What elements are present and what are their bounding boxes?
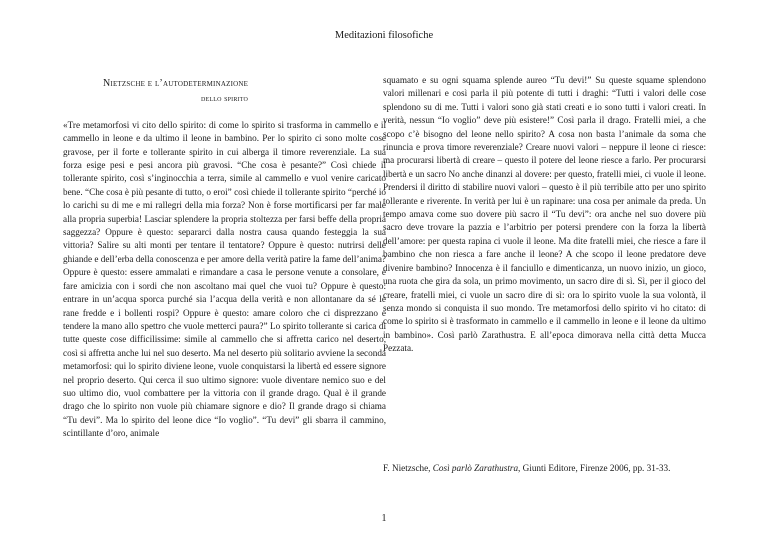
citation-author: F. Nietzsche, xyxy=(383,463,433,473)
citation-publisher: , Giunti Editore, Firenze 2006, pp. 31-33. xyxy=(518,463,671,473)
citation-book-title: Così parlò Zarathustra xyxy=(432,463,519,473)
running-header: Meditazioni filosofiche xyxy=(334,30,434,41)
citation xyxy=(383,462,706,475)
page-number: 1 xyxy=(381,513,387,524)
left-column xyxy=(63,74,386,441)
article-subtitle: dello spirito xyxy=(200,93,249,104)
body-text-right: squamato e su ogni squama splende aureo “Tu devi!” Su queste squame splendono valori millenari e così parla il più potente di tutti i draghi: “Tutti i valori delle cose splendono su di me. Tutti i valori sono già stati creati e io sono tutti i valori creati. In verità, nessun “Io voglio” deve più esistere!” Così parla il drago. Fratelli miei, a che scopo c’è bisogno del leone nello spirito? A cosa non basta l’animale da soma che rinuncia e prova timore reverenziale? Creare nuovi valori – neppure il leone ci riesce: ma procurarsi libertà di creare – questo il potere del leone riesce a farlo. Per procurarsi libertà e un sacro No anche dinanzi al dovere: per questo, fratelli miei, ci vuole il leone. Prendersi il diritto di stabilire nuovi valori – questo è il più terribile atto per uno spirito tollerante e riverente. In verità per lui è un rapinare: una cosa per animale da preda. Un tempo amava come suo dovere più sacro il “Tu devi”: ora anche nel suo dovere più sacro deve trovare la pazzia e l’arbitrio per potersi prendere con la forza la libertà dell’amore: per questa rapina ci vuole il leone. Ma dite fratelli miei, che riesce a fare il bambino che non riesca a fare anche il leone? A che scopo il leone predatore deve divenire bambino? Innocenza è il fanciullo e dimenticanza, un nuovo inizio, un gioco, una ruota che gira da sola, un primo movimento, un sacro dire di sì. Sì, per il gioco del creare, fratelli miei, ci vuole un sacro dire di sì: ora lo spirito vuole la sua volontà, il senza mondo si conquista il suo mondo. Tre metamorfosi dello spirito vi ho citato: di come lo spirito si è trasformato in cammello e il cammello in leone e il leone da ultimo in bambino». Così parlò Zarathustra. E all’epoca dimorava nella città detta Mucca Pezzata. xyxy=(383,75,706,354)
article-title: Nietzsche e l’autodeterminazione xyxy=(103,78,249,89)
right-column xyxy=(383,74,706,356)
body-text-left: «Tre metamorfosi vi cito dello spirito: di come lo spirito si trasforma in cammello e il cammello in leone e da ultimo il leone in bambino. Per lo spirito ci sono molte cose gravose, per il forte e tollerante spirito in cui alberga il timore reverenziale. La sua forza esige pesi e pesi ancora più gravosi. “Che cosa è pesante?” Così chiede il tollerante spirito, così s’inginocchia a terra, simile al cammello e vuol venire caricato bene. “Che cosa è più pesante di tutto, o eroi” così chiede il tollerante spirito “perché io lo carichi su di me e mi rallegri della mia forza? Non è forse mortificarsi per far male alla propria superbia! Lasciar splendere la propria stoltezza per farsi beffe della propria saggezza? Oppure è questo: separarci dalla nostra causa quando festeggia la sua vittoria? Salire su alti monti per tentare il tentatore? Oppure è questo: nutrirsi delle ghiande e dell’erba della conoscenza e per amore della verità patire la fame dell’anima? Oppure è questo: essere ammalati e rimandare a casa le persone venute a consolare, e fare amicizia con i sordi che non ascoltano mai quel che vuoi tu? Oppure è questo: entrare in un’acqua sporca purché sia l’acqua della verità e non allontanare da sé le rane fredde e i bollenti rospi? Oppure è questo: amare coloro che ci disprezzano e tendere la mano allo spettro che vuole metterci paura?” Lo spirito tollerante si carica di tutte queste cose difficilissime: simile al cammello che si affretta carico nel deserto, così si affretta anche lui nel suo deserto. Ma nel deserto più solitario avviene la seconda metamorfosi: qui lo spirito diviene leone, vuole conquistarsi la libertà ed essere signore nel proprio deserto. Qui cerca il suo ultimo signore: vuole diventare nemico suo e del suo ultimo dio, vuol combattere per la vittoria con il grande drago. Qual è il grande drago che lo spirito non vuole più chiamare signore e dio? Il grande drago si chiama “Tu devi”. Ma lo spirito del leone dice “Io voglio”. “Tu devi” gli sbarra il cammino, scintillante d’oro, animale xyxy=(63,119,386,439)
